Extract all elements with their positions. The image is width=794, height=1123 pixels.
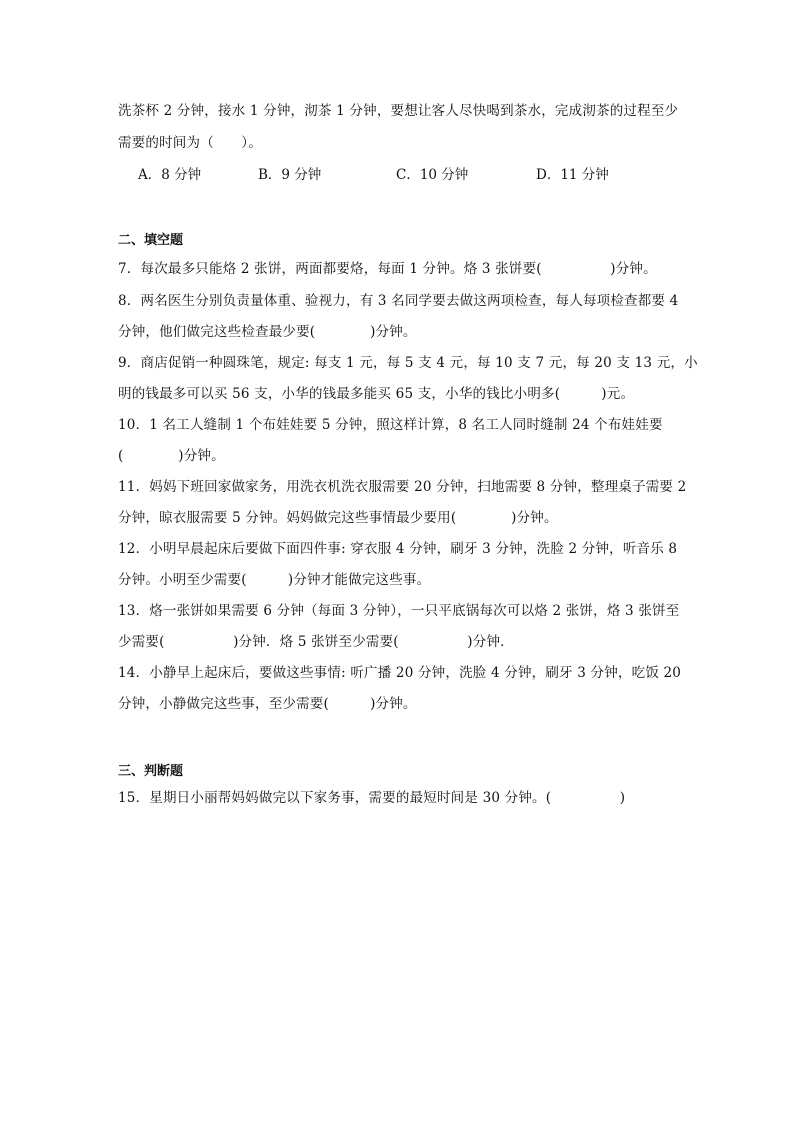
q8-line-2: 分钟，他们做完这些检查最少要( )分钟。 [118, 324, 417, 340]
section-heading-fill-in: 二、填空题 [118, 233, 184, 248]
q7-line-1: 7．每次最多只能烙 2 张饼，两面都要烙，每面 1 分钟。烙 3 张饼要( )分钟。 [118, 261, 657, 277]
q6-option-b: B．9 分钟 [258, 167, 322, 183]
q9-line-2: 明的钱最多可以买 56 支，小华的钱最多能买 65 支，小华的钱比小明多( )元。 [118, 386, 635, 402]
q13-line-1: 13．烙一张饼如果需要 6 分钟（每面 3 分钟），一只平底锅每次可以烙 2 张饼，烙 3 张饼至 [118, 603, 680, 619]
q15-line-1: 15．星期日小丽帮妈妈做完以下家务事，需要的最短时间是 30 分钟。( ) [118, 790, 626, 806]
q14-line-1: 14．小静早上起床后，要做这些事情: 听广播 20 分钟，洗脸 4 分钟，刷牙 3 分钟，吃饭 20 [118, 665, 682, 681]
q8-line-1: 8．两名医生分别负责量体重、验视力，有 3 名同学要去做这两项检查，每人每项检查都要 4 [118, 293, 679, 309]
q6-option-a: A．8 分钟 [138, 167, 202, 183]
q12-line-1: 12．小明早晨起床后要做下面四件事: 穿衣服 4 分钟，刷牙 3 分钟，洗脸 2 分钟，听音乐 8 [118, 541, 678, 557]
q11-line-2: 分钟，晾衣服需要 5 分钟。妈妈做完这些事情最少要用( )分钟。 [118, 510, 558, 526]
q10-line-1: 10．1 名工人缝制 1 个布娃娃要 5 分钟，照这样计算，8 名工人同时缝制 24 个布娃娃要 [118, 417, 663, 433]
q6-line-1: 洗茶杯 2 分钟，接水 1 分钟，沏茶 1 分钟，要想让客人尽快喝到茶水，完成沏茶的过程至少 [118, 103, 679, 119]
q6-line-2: 需要的时间为（ ）。 [118, 135, 262, 151]
q6-option-c: C．10 分钟 [396, 167, 469, 183]
q6-option-d: D．11 分钟 [536, 167, 609, 183]
q9-line-1: 9．商店促销一种圆珠笔，规定: 每支 1 元，每 5 支 4 元，每 10 支 7 元，每 20 支 13 元，小 [118, 355, 698, 371]
q13-line-2: 少需要( )分钟．烙 5 张饼至少需要( )分钟． [118, 634, 514, 650]
q14-line-2: 分钟，小静做完这些事，至少需要( )分钟。 [118, 696, 417, 712]
q12-line-2: 分钟。小明至少需要( )分钟才能做完这些事。 [118, 572, 431, 588]
section-heading-true-false: 三、判断题 [118, 764, 184, 779]
q10-line-2: ( )分钟。 [118, 448, 225, 464]
q11-line-1: 11．妈妈下班回家做家务，用洗衣机洗衣服需要 20 分钟，扫地需要 8 分钟，整理桌子需要 2 [118, 479, 687, 495]
